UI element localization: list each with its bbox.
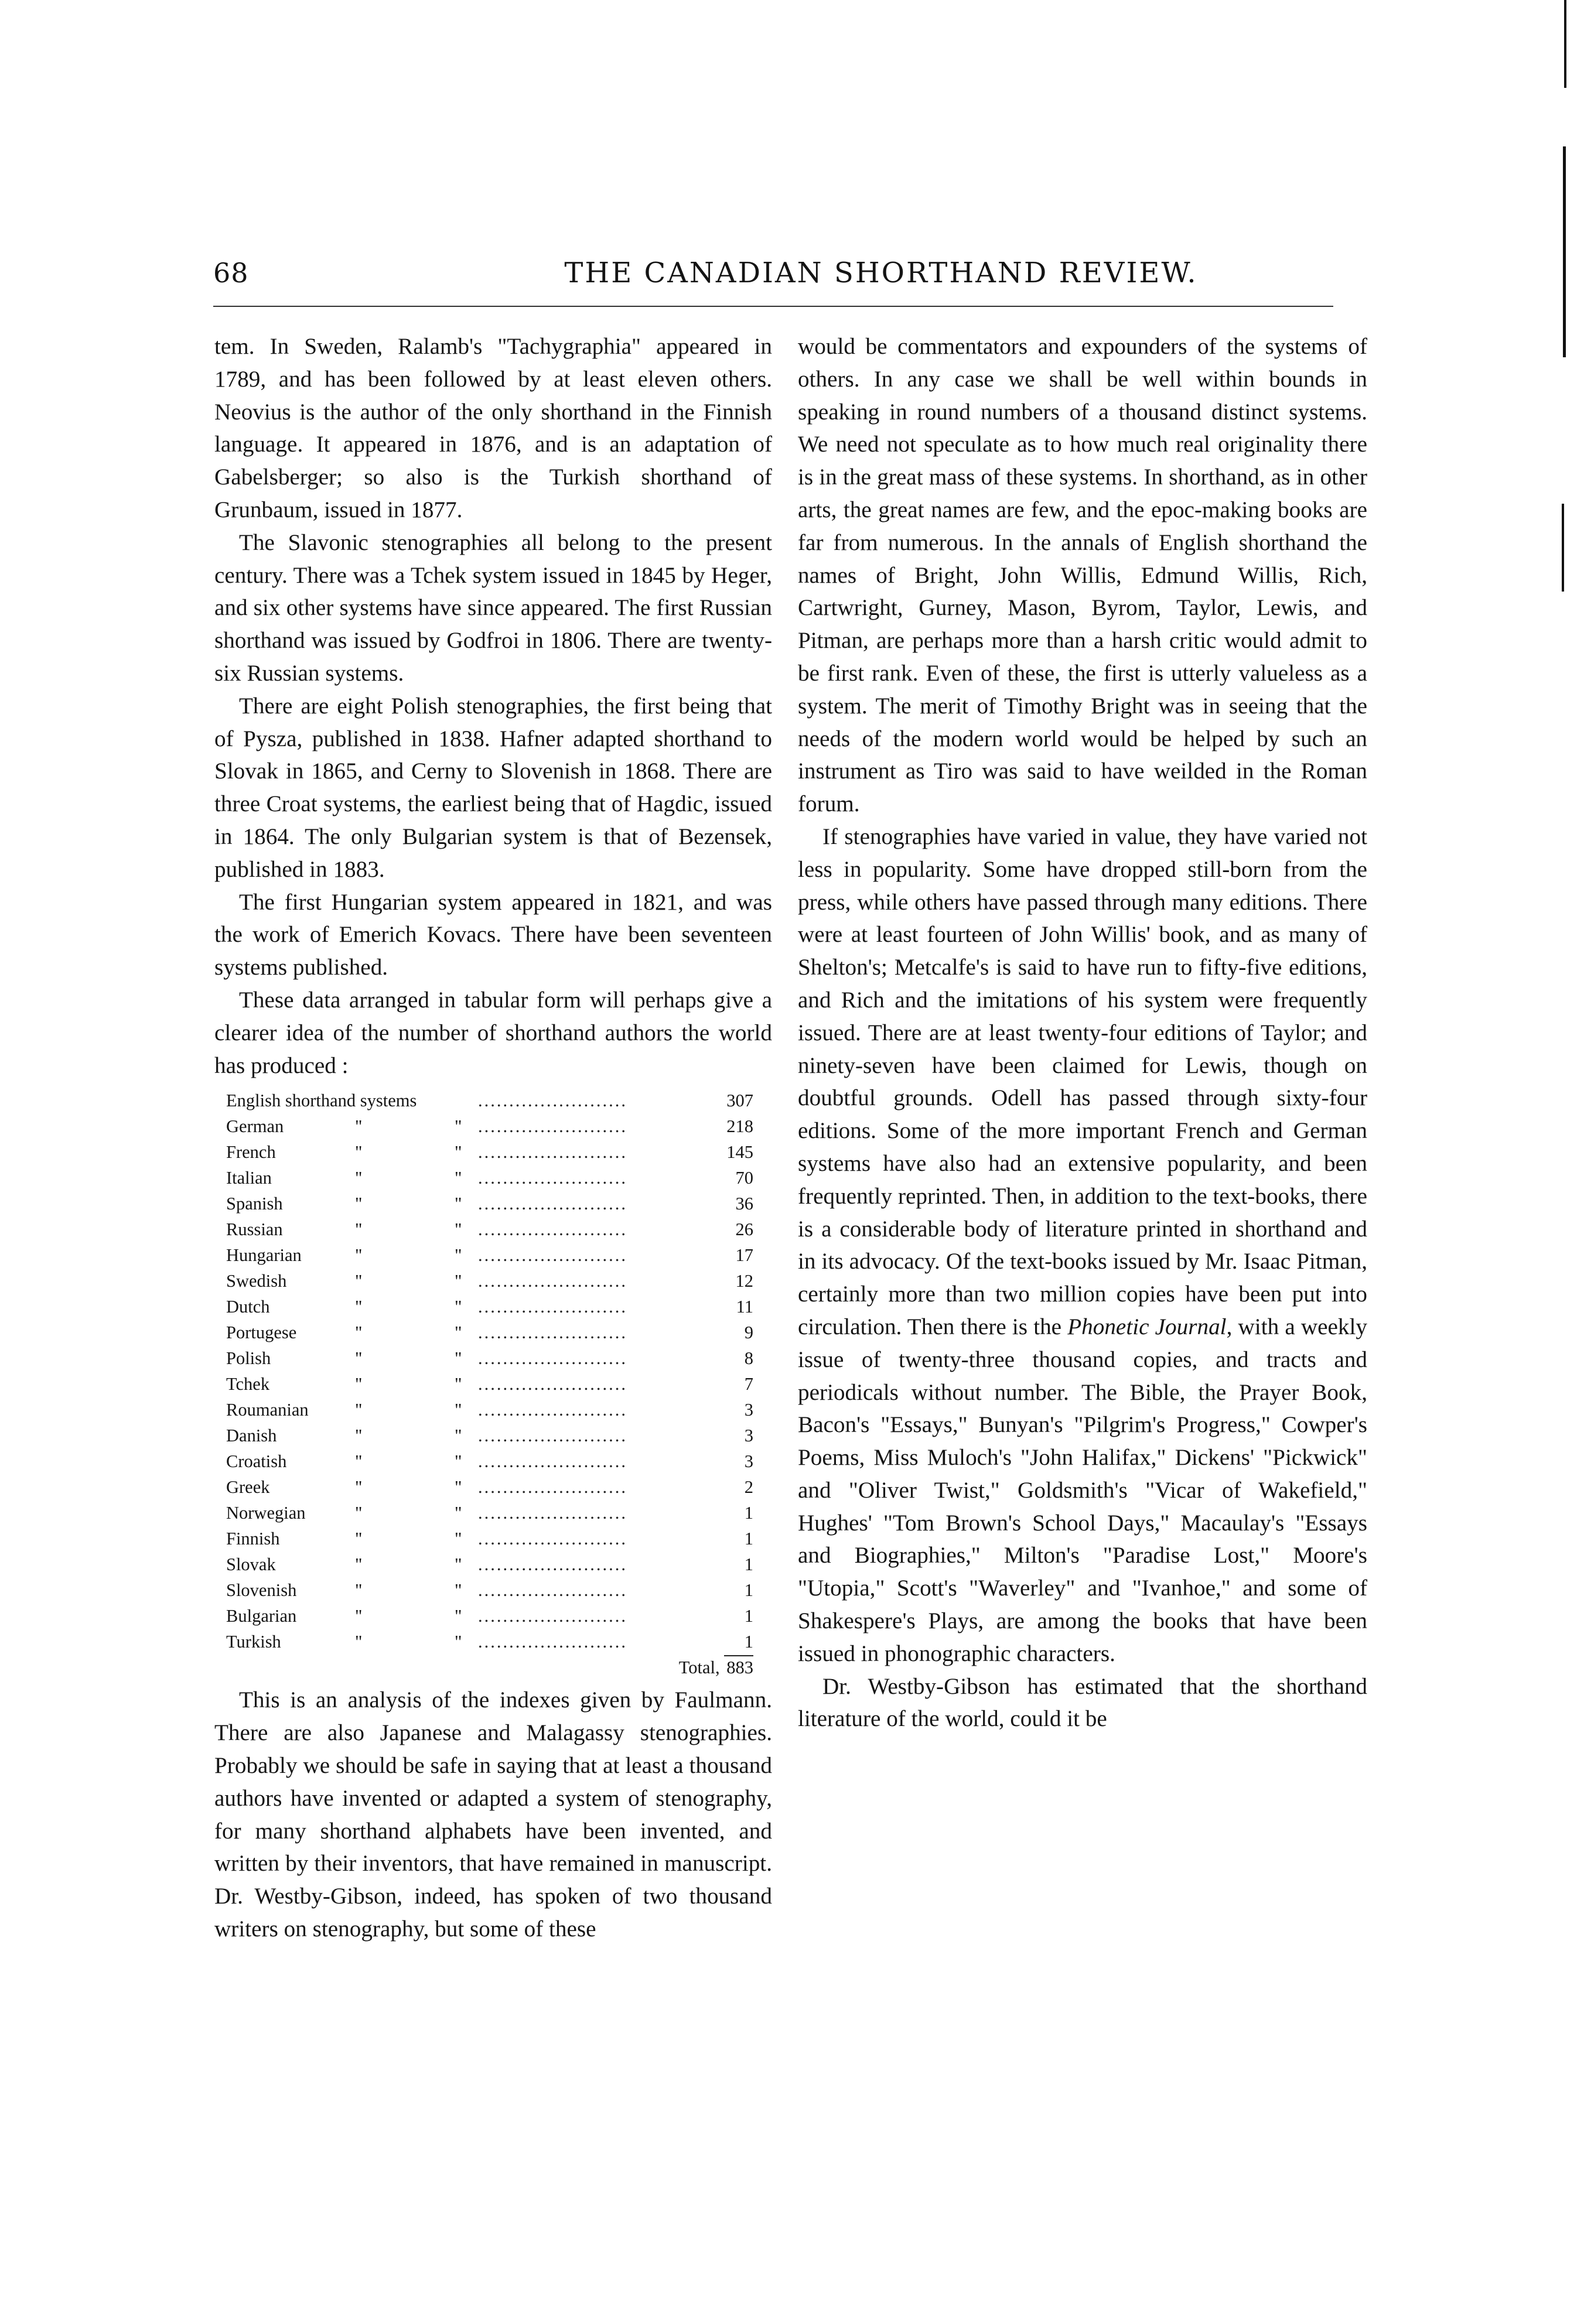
language-cell: Greek	[226, 1477, 270, 1498]
leader-dots: ........................	[478, 1194, 628, 1214]
count-cell: 307	[726, 1091, 754, 1111]
ditto-mark: "	[355, 1142, 363, 1163]
ditto-mark: "	[355, 1451, 363, 1472]
table-row	[226, 1577, 753, 1603]
ditto-mark: "	[355, 1271, 363, 1291]
right-column	[798, 330, 1367, 1735]
total-label: Total,	[678, 1657, 720, 1678]
table-row	[226, 1320, 753, 1345]
table-row	[226, 1500, 753, 1526]
ditto-mark: "	[455, 1168, 462, 1188]
ditto-mark: "	[455, 1606, 462, 1626]
ditto-mark: "	[455, 1477, 462, 1498]
count-cell: 1	[744, 1554, 754, 1575]
count-cell: 1	[744, 1580, 754, 1601]
ditto-mark: "	[455, 1219, 462, 1240]
count-cell: 3	[744, 1451, 754, 1472]
ditto-mark: "	[355, 1194, 363, 1214]
leader-dots: ........................	[478, 1503, 628, 1523]
count-cell: 36	[735, 1194, 754, 1214]
leader-dots: ........................	[478, 1451, 628, 1472]
ditto-mark: "	[355, 1168, 363, 1188]
scan-edge-mark	[1562, 504, 1564, 592]
language-cell: Roumanian	[226, 1400, 309, 1420]
text-run: , with a weekly issue of twenty-three thousand copies, and tracts and periodicals without number. The Bible, the Prayer Book, Bacon's "Essays," Bunyan's "Pilgrim's Progress," Cowper's Poems, Miss Muloch's "John Halifax," Dickens' "Pickwick" and "Oliver Twist," Goldsmith's "Vicar of Wakefield," Hughes' "Tom Brown's School Days," Macaulay's "Essays and Biographies," Milton's "Paradise Lost," Moore's "Utopia," Scott's "Waverley" and "Ivanhoe," and some of Shakespere's Plays, are among the books that have been issued in phonographic characters.	[798, 1314, 1368, 1666]
ditto-mark: "	[355, 1554, 363, 1575]
ditto-mark: "	[455, 1245, 462, 1266]
total-cell	[226, 1655, 753, 1680]
leader-dots: ........................	[478, 1348, 628, 1369]
running-head	[213, 255, 1332, 290]
leader-dots: ........................	[478, 1632, 628, 1652]
ditto-mark: "	[355, 1632, 363, 1652]
leader-dots: ........................	[478, 1426, 628, 1446]
leader-dots: ........................	[478, 1554, 628, 1575]
count-cell: 7	[744, 1374, 754, 1395]
body-paragraph: The first Hungarian system appeared in 1821, and was the work of Emerich Kovacs. There have been seventeen systems published.	[214, 889, 772, 980]
ditto-mark: "	[355, 1477, 363, 1498]
language-cell: Dutch	[226, 1297, 270, 1317]
ditto-mark: "	[455, 1297, 462, 1317]
ditto-mark: "	[355, 1426, 363, 1446]
language-cell: Norwegian	[226, 1503, 306, 1523]
table-row	[226, 1423, 753, 1448]
text-run: If stenographies have varied in value, they have varied not less in popularity. Some have dropped still-born from the press, while others have passed through many editions. There were at least fourteen of John Willis' book, and as many of Shelton's; Metcalfe's is said to have run to fifty-five editions, and Rich and the imitations of his system were frequently issued. There are at least twenty-four editions of Taylor; and ninety-seven have been claimed for Lewis, though on doubtful grounds. Odell has passed through sixty-four editions. Some of the more important French and German systems have also had an extensive popularity, and been frequently reprinted. Then, in addition to the text-books, there is a considerable body of literature printed in shorthand and in its advocacy. Of the text-books issued by Mr. Isaac Pitman, certainly more than two million copies have been put into circulation. Then there is the	[798, 823, 1367, 1339]
leader-dots: ........................	[478, 1245, 628, 1266]
header-rule	[213, 306, 1333, 307]
ditto-mark: "	[355, 1348, 363, 1369]
table-row	[226, 1216, 753, 1242]
leader-dots: ........................	[478, 1297, 628, 1317]
count-cell: 12	[735, 1271, 754, 1291]
ditto-mark: "	[355, 1503, 363, 1523]
table-row	[226, 1603, 753, 1629]
ditto-mark: "	[455, 1271, 462, 1291]
scan-edge-mark	[1563, 146, 1566, 357]
ditto-mark: "	[355, 1374, 363, 1395]
language-cell: Spanish	[226, 1194, 283, 1214]
count-cell: 8	[744, 1348, 754, 1369]
language-cell: Finnish	[226, 1529, 280, 1549]
table-row	[226, 1371, 753, 1397]
leader-dots: ........................	[478, 1322, 628, 1343]
leader-dots: ........................	[478, 1606, 628, 1626]
body-paragraph: tem. In Sweden, Ralamb's "Tachygraphia" appeared in 1789, and has been followed by at least eleven others. Neovius is the author of the only shorthand in the Finnish language. It appeared in 1876, and is an adaptation of Gabelsberger; so also is the Turkish shorthand of Grunbaum, issued in 1877.	[214, 334, 772, 522]
body-paragraph: The Slavonic stenographies all belong to the present century. There was a Tchek system issued in 1845 by Heger, and six other systems have since appeared. The first Russian shorthand was issued by Godfroi in 1806. There are twenty-six Russian systems.	[214, 529, 772, 686]
count-cell: 26	[735, 1219, 754, 1240]
leader-dots: ........................	[478, 1168, 628, 1188]
leader-dots: ........................	[478, 1142, 628, 1163]
ditto-mark: "	[455, 1426, 462, 1446]
count-cell: 11	[736, 1297, 754, 1317]
language-cell: Hungarian	[226, 1245, 302, 1266]
language-cell: Croatish	[226, 1451, 287, 1472]
table-row	[226, 1294, 753, 1320]
ditto-mark: "	[455, 1400, 462, 1420]
table-row	[226, 1139, 753, 1165]
ditto-mark: "	[355, 1297, 363, 1317]
table-row	[226, 1345, 753, 1371]
language-cell: Russian	[226, 1219, 283, 1240]
ditto-mark: "	[455, 1580, 462, 1601]
body-paragraph: There are eight Polish stenographies, the first being that of Pysza, published in 1838. Hafner adapted shorthand to Slovak in 1865, and Cerny to Slovenish in 1868. There are three Croat systems, the earliest being that of Hagdic, issued in 1864. The only Bulgarian system is that of Bezensek, published in 1883.	[214, 693, 772, 882]
language-cell: Turkish	[226, 1632, 281, 1652]
count-cell: 9	[744, 1322, 754, 1343]
journal-name-italic: Phonetic Journal	[1067, 1314, 1227, 1339]
leader-dots: ........................	[478, 1374, 628, 1395]
journal-title: THE CANADIAN SHORTHAND REVIEW.	[564, 257, 1198, 289]
ditto-mark: "	[355, 1245, 363, 1266]
body-paragraph: Dr. Westby-Gibson has estimated that the shorthand literature of the world, could it be	[798, 1673, 1367, 1732]
leader-dots: ........................	[478, 1271, 628, 1291]
count-cell: 3	[744, 1400, 754, 1420]
count-cell: 17	[735, 1245, 754, 1266]
count-cell: 3	[744, 1426, 754, 1446]
page-number: 68	[213, 257, 249, 289]
ditto-mark: "	[455, 1554, 462, 1575]
total-value: 883	[724, 1655, 753, 1679]
ditto-mark: "	[355, 1116, 363, 1137]
language-cell: Swedish	[226, 1271, 287, 1291]
first-row-label: English shorthand systems	[226, 1091, 417, 1111]
table-row	[226, 1268, 753, 1294]
left-column	[214, 330, 772, 1946]
language-cell: Polish	[226, 1348, 271, 1369]
language-cell: Tchek	[226, 1374, 270, 1395]
count-cell: 145	[726, 1142, 754, 1163]
ditto-mark: "	[355, 1219, 363, 1240]
ditto-mark: "	[455, 1529, 462, 1549]
table-row	[226, 1242, 753, 1268]
leader-dots: ........................	[478, 1219, 628, 1240]
body-paragraph: would be commentators and expounders of the systems of others. In any case we shall be well within bounds in speaking in round numbers of a thousand distinct systems. We need not speculate as to how much real originality there is in the great mass of these systems. In shorthand, as in other arts, the great names are few, and the epoc-making books are far from numerous. In the annals of English shorthand the names of Bright, John Willis, Edmund Willis, Rich, Cartwright, Gurney, Mason, Byrom, Taylor, Lewis, and Pitman, are perhaps more than a harsh critic would admit to be first rank. Even of these, the first is utterly valueless as a system. The merit of Timothy Bright was in seeing that the needs of the modern world would be helped by such an instrument as Tiro was said to have weilded in the Roman forum.	[798, 334, 1367, 817]
ditto-mark: "	[455, 1322, 462, 1343]
body-paragraph	[798, 821, 1367, 1670]
table-row	[226, 1448, 753, 1474]
ditto-mark: "	[455, 1632, 462, 1652]
ditto-mark: "	[355, 1322, 363, 1343]
body-paragraph: These data arranged in tabular form will perhaps give a clearer idea of the number of shorthand authors the world has produced :	[214, 987, 772, 1078]
table-row	[226, 1551, 753, 1577]
language-cell: Slovenish	[226, 1580, 297, 1601]
ditto-mark: "	[455, 1374, 462, 1395]
language-cell: Slovak	[226, 1554, 276, 1575]
ditto-mark: "	[355, 1606, 363, 1626]
table-row	[226, 1191, 753, 1216]
ditto-mark: "	[455, 1194, 462, 1214]
table-row	[226, 1474, 753, 1500]
language-cell: Danish	[226, 1426, 277, 1446]
language-cell: Italian	[226, 1168, 272, 1188]
count-cell: 1	[744, 1632, 754, 1652]
leader-dots: ........................	[478, 1529, 628, 1549]
table-row	[226, 1526, 753, 1551]
leader-dots: ........................	[478, 1477, 628, 1498]
table-row	[226, 1088, 753, 1113]
leader-dots: ........................	[478, 1400, 628, 1420]
leader-dots: ........................	[478, 1091, 628, 1111]
count-cell: 1	[744, 1503, 754, 1523]
ditto-mark: "	[455, 1116, 462, 1137]
language-cell: French	[226, 1142, 276, 1163]
ditto-mark: "	[455, 1348, 462, 1369]
ditto-mark: "	[455, 1503, 462, 1523]
ditto-mark: "	[355, 1529, 363, 1549]
language-cell: Bulgarian	[226, 1606, 297, 1626]
leader-dots: ........................	[478, 1116, 628, 1137]
body-paragraph: This is an analysis of the indexes given by Faulmann. There are also Japanese and Malagassy stenographies. Probably we should be safe in saying that at least a thousand authors have invented or adapted a system of stenography, for many shorthand alphabets have been invented, and written by their inventors, that have remained in manuscript. Dr. Westby-Gibson, indeed, has spoken of two thousand writers on stenography, but some of these	[214, 1687, 772, 1942]
count-cell: 218	[726, 1116, 754, 1137]
count-cell: 1	[744, 1529, 754, 1549]
count-cell: 1	[744, 1606, 754, 1626]
count-cell: 2	[744, 1477, 754, 1498]
language-cell: German	[226, 1116, 284, 1137]
ditto-mark: "	[355, 1580, 363, 1601]
language-cell: Portugese	[226, 1322, 297, 1343]
ditto-mark: "	[455, 1451, 462, 1472]
leader-dots: ........................	[478, 1580, 628, 1601]
count-cell: 70	[735, 1168, 754, 1188]
total-row	[226, 1655, 753, 1680]
table-row	[226, 1113, 753, 1139]
ditto-mark: "	[455, 1142, 462, 1163]
table-body	[226, 1088, 753, 1655]
scan-edge-mark	[1564, 0, 1566, 88]
table-row	[226, 1397, 753, 1423]
shorthand-systems-table	[226, 1088, 753, 1680]
ditto-mark: "	[355, 1400, 363, 1420]
table-row	[226, 1629, 753, 1655]
table-row	[226, 1165, 753, 1191]
